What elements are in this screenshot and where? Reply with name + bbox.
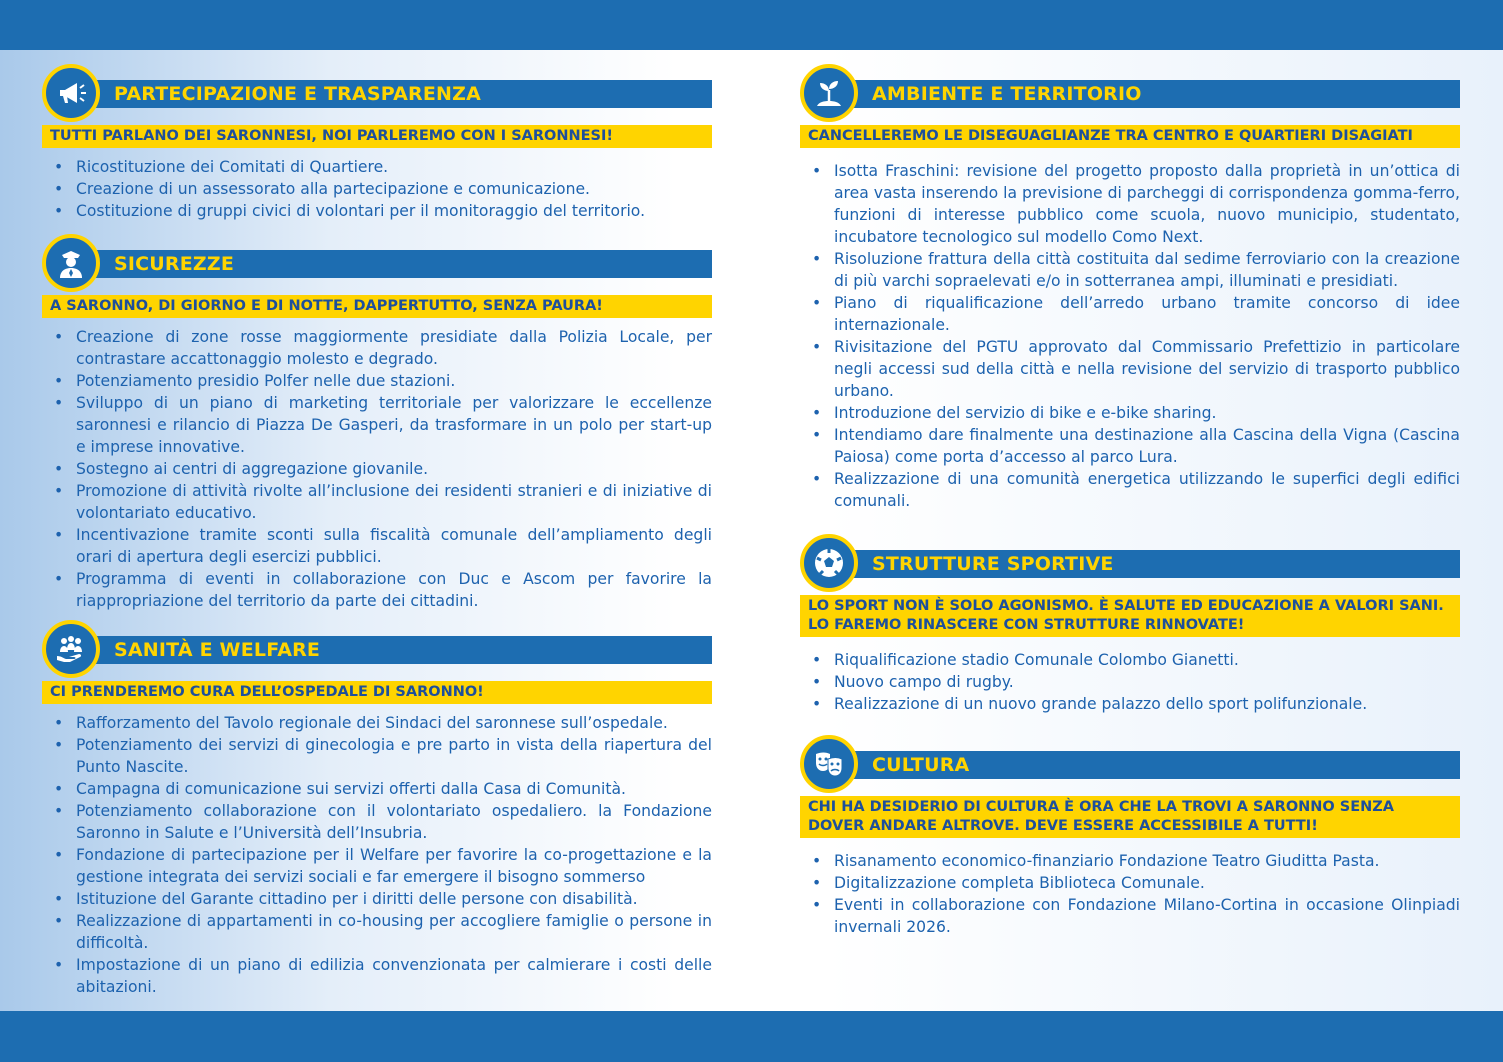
- section-title: SICUREZZE: [60, 250, 712, 278]
- list-item: • Rivisitazione del PGTU approvato dal Commissario Prefettizio in particolare negli accessi sud della città e nella revisione del servizio di trasporto pubblico urbano.: [800, 336, 1460, 402]
- section-header: [42, 620, 712, 678]
- list-item: • Nuovo campo di rugby.: [800, 671, 1460, 693]
- section-slogan: CANCELLEREMO LE DISEGUAGLIANZE TRA CENTRO E QUARTIERI DISAGIATI: [800, 125, 1460, 148]
- section-slogan: LO SPORT NON È SOLO AGONISMO. È SALUTE ED EDUCAZIONE A VALORI SANI. LO FAREMO RINASCERE CON STRUTTURE RINNOVATE!: [800, 595, 1460, 637]
- list-item: • Eventi in collaborazione con Fondazione Milano-Cortina in occasione Olinpiadi invernali 2026.: [800, 894, 1460, 938]
- megaphone-icon: [42, 64, 100, 122]
- bullet-list: [800, 160, 1460, 512]
- hand-people-icon: [42, 620, 100, 678]
- section-slogan: CHI HA DESIDERIO DI CULTURA È ORA CHE LA TROVI A SARONNO SENZA DOVER ANDARE ALTROVE. DEVE ESSERE ACCESSIBILE A TUTTI!: [800, 796, 1460, 838]
- section-ambiente: [800, 64, 1460, 512]
- section-sicurezze: [42, 234, 712, 612]
- section-sanita: [42, 620, 712, 998]
- top-band: [0, 0, 1503, 50]
- list-item: • Risoluzione frattura della città costituita dal sedime ferroviario con la creazione di più varchi sopraelevati e/o in sotterranea ampi, illuminati e presidiati.: [800, 248, 1460, 292]
- list-item: • Programma di eventi in collaborazione con Duc e Ascom per favorire la riappropriazione del territorio da parte dei cittadini.: [42, 568, 712, 612]
- list-item: • Intendiamo dare finalmente una destinazione alla Cascina della Vigna (Cascina Paiosa) come porta d’accesso al parco Lura.: [800, 424, 1460, 468]
- list-item: • Costituzione di gruppi civici di volontari per il monitoraggio del territorio.: [42, 200, 712, 222]
- section-sport: [800, 534, 1460, 715]
- section-cultura: [800, 735, 1460, 938]
- plant-sprout-icon: [800, 64, 858, 122]
- section-title: PARTECIPAZIONE E TRASPARENZA: [60, 80, 712, 108]
- bottom-band: [0, 1011, 1503, 1062]
- section-header: [800, 534, 1460, 592]
- list-item: • Promozione di attività rivolte all’inclusione dei residenti stranieri e di iniziative di volontariato educativo.: [42, 480, 712, 524]
- list-item: • Introduzione del servizio di bike e e-bike sharing.: [800, 402, 1460, 424]
- list-item: • Ricostituzione dei Comitati di Quartiere.: [42, 156, 712, 178]
- bullet-list: [800, 850, 1460, 938]
- list-item: • Rafforzamento del Tavolo regionale dei Sindaci del saronnese sull’ospedale.: [42, 712, 712, 734]
- bullet-list: [800, 649, 1460, 715]
- bullet-list: [42, 156, 712, 222]
- list-item: • Piano di riqualificazione dell’arredo urbano tramite concorso di idee internazionale.: [800, 292, 1460, 336]
- theater-masks-icon: [800, 735, 858, 793]
- section-header: [800, 735, 1460, 793]
- list-item: • Potenziamento presidio Polfer nelle due stazioni.: [42, 370, 712, 392]
- list-item: • Potenziamento dei servizi di ginecologia e pre parto in vista della riapertura del Punto Nascite.: [42, 734, 712, 778]
- bullet-list: [42, 712, 712, 998]
- left-column: [42, 64, 712, 998]
- section-title: STRUTTURE SPORTIVE: [818, 550, 1460, 578]
- list-item: • Riqualificazione stadio Comunale Colombo Gianetti.: [800, 649, 1460, 671]
- bullet-list: [42, 326, 712, 612]
- section-header: [42, 234, 712, 292]
- list-item: • Impostazione di un piano di edilizia convenzionata per calmierare i costi delle abitazioni.: [42, 954, 712, 998]
- section-slogan: A SARONNO, DI GIORNO E DI NOTTE, DAPPERTUTTO, SENZA PAURA!: [42, 295, 712, 318]
- list-item: • Campagna di comunicazione sui servizi offerti dalla Casa di Comunità.: [42, 778, 712, 800]
- section-title: SANITÀ E WELFARE: [60, 636, 712, 664]
- police-officer-icon: [42, 234, 100, 292]
- section-header: [42, 64, 712, 122]
- section-partecipazione: [42, 64, 712, 222]
- soccer-ball-icon: [800, 534, 858, 592]
- section-header: [800, 64, 1460, 122]
- list-item: • Creazione di un assessorato alla partecipazione e comunicazione.: [42, 178, 712, 200]
- section-slogan: TUTTI PARLANO DEI SARONNESI, NOI PARLEREMO CON I SARONNESI!: [42, 125, 712, 148]
- list-item: • Digitalizzazione completa Biblioteca Comunale.: [800, 872, 1460, 894]
- list-item: • Sviluppo di un piano di marketing territoriale per valorizzare le eccellenze saronnesi e rilancio di Piazza De Gasperi, da trasformare in un polo per start-up e imprese innovative.: [42, 392, 712, 458]
- section-slogan: CI PRENDEREMO CURA DELL’OSPEDALE DI SARONNO!: [42, 681, 712, 704]
- list-item: • Realizzazione di una comunità energetica utilizzando le superfici degli edifici comunali.: [800, 468, 1460, 512]
- list-item: • Incentivazione tramite sconti sulla fiscalità comunale dell’ampliamento degli orari di apertura degli esercizi pubblici.: [42, 524, 712, 568]
- list-item: • Potenziamento collaborazione con il volontariato ospedaliero. la Fondazione Saronno in Salute e l’Università dell’Insubria.: [42, 800, 712, 844]
- list-item: • Risanamento economico-finanziario Fondazione Teatro Giuditta Pasta.: [800, 850, 1460, 872]
- list-item: • Creazione di zone rosse maggiormente presidiate dalla Polizia Locale, per contrastare accattonaggio molesto e degrado.: [42, 326, 712, 370]
- list-item: • Realizzazione di appartamenti in co-housing per accogliere famiglie o persone in difficoltà.: [42, 910, 712, 954]
- section-title: AMBIENTE E TERRITORIO: [818, 80, 1460, 108]
- right-column: [800, 64, 1460, 938]
- list-item: • Istituzione del Garante cittadino per i diritti delle persone con disabilità.: [42, 888, 712, 910]
- list-item: • Fondazione di partecipazione per il Welfare per favorire la co-progettazione e la gestione integrata dei servizi sociali e far emergere il bisogno sommerso: [42, 844, 712, 888]
- list-item: • Realizzazione di un nuovo grande palazzo dello sport polifunzionale.: [800, 693, 1460, 715]
- list-item: • Sostegno ai centri di aggregazione giovanile.: [42, 458, 712, 480]
- section-title: CULTURA: [818, 751, 1460, 779]
- list-item: • Isotta Fraschini: revisione del progetto proposto dalla proprietà in un’ottica di area vasta inserendo la previsione di parcheggi di corrispondenza gomma-ferro, funzioni di interesse pubblico come scuola, nuovo municipio, studentato, incubatore tecnologico sul modello Como Next.: [800, 160, 1460, 248]
